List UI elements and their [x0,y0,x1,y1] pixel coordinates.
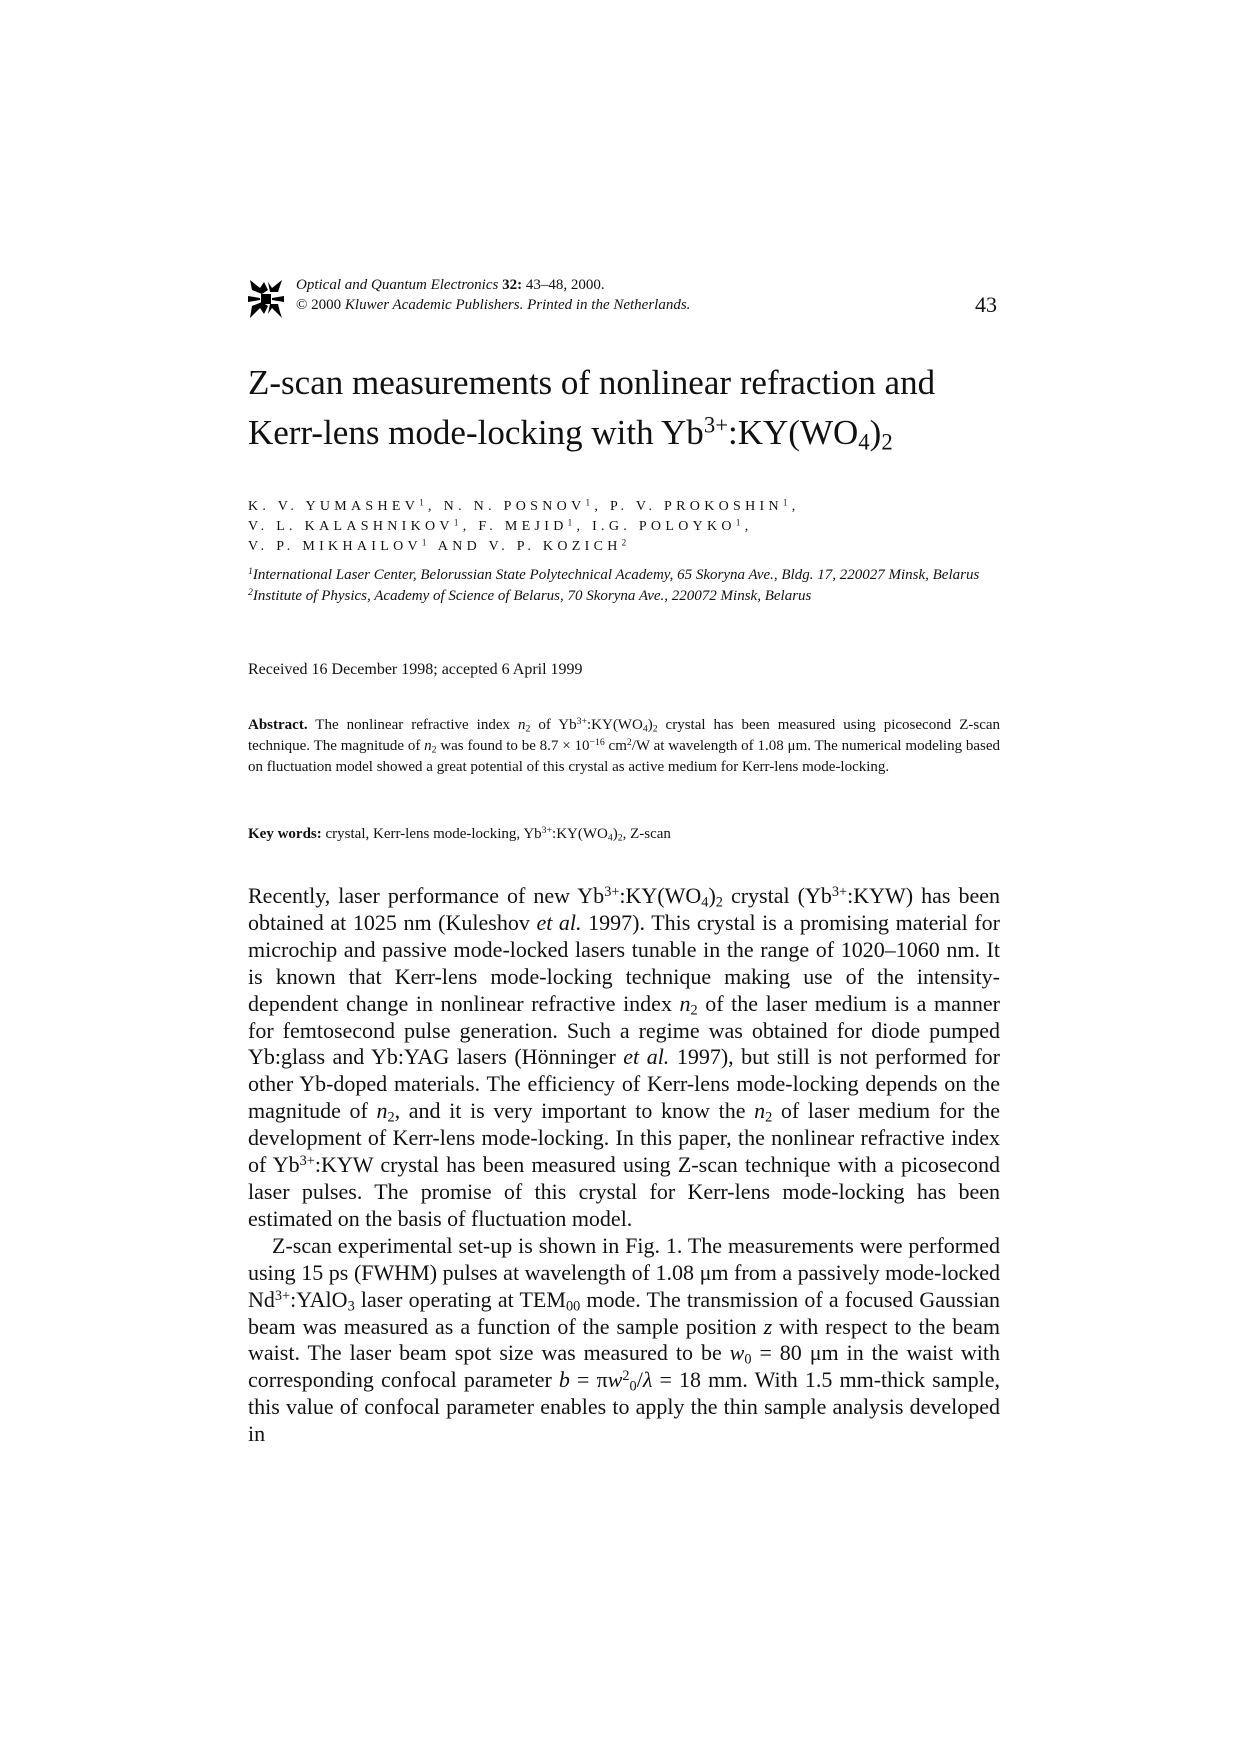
received-dates: Received 16 December 1998; accepted 6 April 1999 [248,661,583,678]
author: N. N. POSNOV [443,499,586,514]
author-list [248,497,1008,557]
copyright-year: 2000 [311,297,342,313]
affiliations [248,565,1000,607]
journal-citation [296,275,690,295]
journal-volume: 32: [502,277,523,293]
paragraph: Z-scan experimental set-up is shown in Fig. 1. The measurements were performed using 15 ps (FWHM) pulses at wavelength of 1.08 μm from a passively mode-locked $Nd^{3+}:YAlO_3$ laser operating at $TEM_{00}$ mode. The transmission of a focused Gaussian beam was measured as a function of the sample position z with respect to the beam waist. The laser beam spot size was measured to be $w_0 = 80$ μm in the waist with corresponding confocal parameter $b = \pi w^2_0/\lambda = 18$ mm. With 1.5 mm-thick sample, this value of confocal parameter enables to apply the thin sample analysis developed in [248,1232,1000,1447]
author-line-3: V. P. MIKHAILOV$^1$ AND V. P. KOZICH$^2$ [248,537,631,554]
copyright-symbol: © [296,297,308,313]
paragraph: Recently, laser performance of new $Yb^{3+}:KY(WO_4)_2$ crystal $(Yb^{3+}:KYW)$ has been obtained at 1025 nm (Kuleshov et al. 1997). This crystal is a promising material for microchip and passive mode-locked lasers tunable in the range of 1020–1060 nm. It is known that Kerr-lens mode-locking technique making use of the intensity-dependent change in nonlinear refractive index $n_2$ of the laser medium is a manner for femtosecond pulse generation. Such a regime was obtained for diode pumped Yb:glass and Yb:YAG lasers (Hönninger et al. 1997), but still is not performed for other Yb-doped materials. The efficiency of Kerr-lens mode-locking depends on the magnitude of $n_2$, and it is very important to know the $n_2$ of laser medium for the development of Kerr-lens mode-locking. In this paper, the nonlinear refractive index of $Yb^{3+}:KYW$ crystal has been measured using Z-scan technique with a picosecond laser pulses. The promise of this crystal for Kerr-lens mode-locking has been estimated on the basis of fluctuation model. [248,883,1000,1231]
journal-name: Optical and Quantum Electronics [296,277,499,293]
affiliation-1: $^1$International Laser Center, Belorussian State Polytechnical Academy, 65 Skoryna Ave., Bldg. 17, 220027 Minsk, Belarus [248,566,980,583]
page-number: 43 [975,292,997,317]
title-line-2: Kerr-lens mode-locking with $Yb^{3+}:KY(WO_4)_2$ [248,412,893,455]
author-line-1: K. V. YUMASHEV$^1$, N. N. POSNOV$^1$, P. V. PROKOSHIN$^1$, [248,497,800,514]
publisher-text: Kluwer Academic Publishers. Printed in the Netherlands. [344,297,691,313]
journal-pages: 43–48, 2000. [525,277,605,293]
author: P. V. PROKOSHIN [609,499,783,514]
author: I.G. POLOYKO [592,519,736,534]
paper-title [248,358,1008,458]
keywords-label: Key words: [248,826,322,842]
journal-header [296,275,690,315]
author: F. MEJID [478,519,568,534]
author: V. P. MIKHAILOV [248,539,422,554]
author: V. P. KOZICH [488,539,622,554]
author: V. L. KALASHNIKOV [248,519,454,534]
copyright-line [296,295,690,315]
author-line-2: V. L. KALASHNIKOV$^1$, F. MEJID$^1$, I.G. POLOYKO$^1$, [248,517,753,534]
kluwer-logo-icon [248,278,284,320]
author: K. V. YUMASHEV [248,499,420,514]
keywords: Key words: crystal, Kerr-lens mode-locking, $Yb^{3+}:KY(WO_4)_2$, Z-scan [248,825,671,844]
abstract-label: Abstract. [248,717,308,733]
abstract: Abstract. The nonlinear refractive index $n_2$ of $Yb^{3+}:KY(WO_4)_2$ crystal has been measured using picosecond Z-scan technique. The magnitude of $n_2$ was found to be $8.7 \times 10^{-16}$ $cm^2/W$ at wavelength of 1.08 μm. The numerical modeling based on fluctuation model showed a great potential of this crystal as active medium for Kerr-lens mode-locking. [248,716,1001,775]
body-text [248,883,1000,1448]
publisher-logo [248,278,284,320]
affiliation-2: $^2$Institute of Physics, Academy of Science of Belarus, 70 Skoryna Ave., 220072 Minsk, Belarus [248,587,812,604]
title-line-1: Z-scan measurements of nonlinear refraction and [248,363,936,402]
